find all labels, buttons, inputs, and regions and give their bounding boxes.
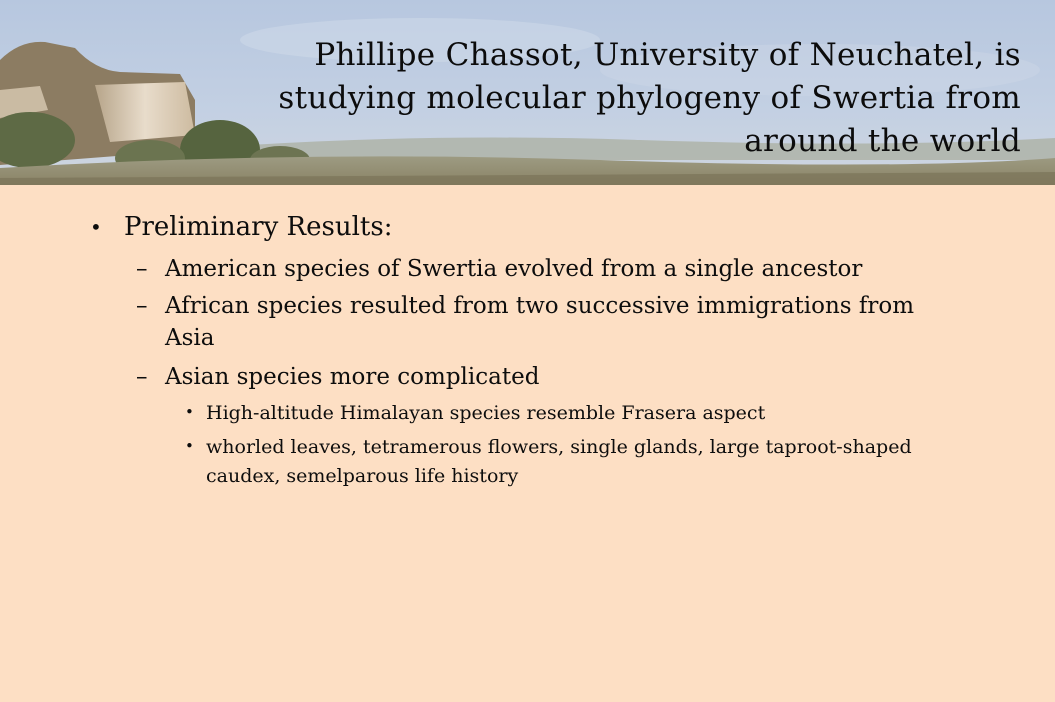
dash-marker: – <box>136 256 148 282</box>
dash-marker: – <box>136 293 148 319</box>
sub-sub-item-text: whorled leaves, tetramerous flowers, single glands, large taproot-shaped caudex, semelparous life history <box>206 436 912 487</box>
sub-item-text: American species of Swertia evolved from a single ancestor <box>165 256 863 282</box>
title-line-3: around the world <box>744 123 1021 159</box>
slide-title <box>201 34 1021 163</box>
title-line-1: Phillipe Chassot, University of Neuchatel, is <box>314 37 1021 73</box>
landscape-banner <box>0 0 1055 185</box>
bullet-marker: • <box>90 215 102 239</box>
title-line-2: studying molecular phylogeny of Swertia from <box>278 80 1021 116</box>
sub-sub-item-text: High-altitude Himalayan species resemble Frasera aspect <box>206 402 766 424</box>
sub-item-text: African species resulted from two successive immigrations from Asia <box>165 293 915 351</box>
sub-item-text: Asian species more complicated <box>165 364 540 390</box>
heading-text: Preliminary Results: <box>124 212 393 242</box>
dash-marker: – <box>136 364 148 390</box>
dot-marker: • <box>185 403 194 421</box>
dot-marker: • <box>185 437 194 455</box>
